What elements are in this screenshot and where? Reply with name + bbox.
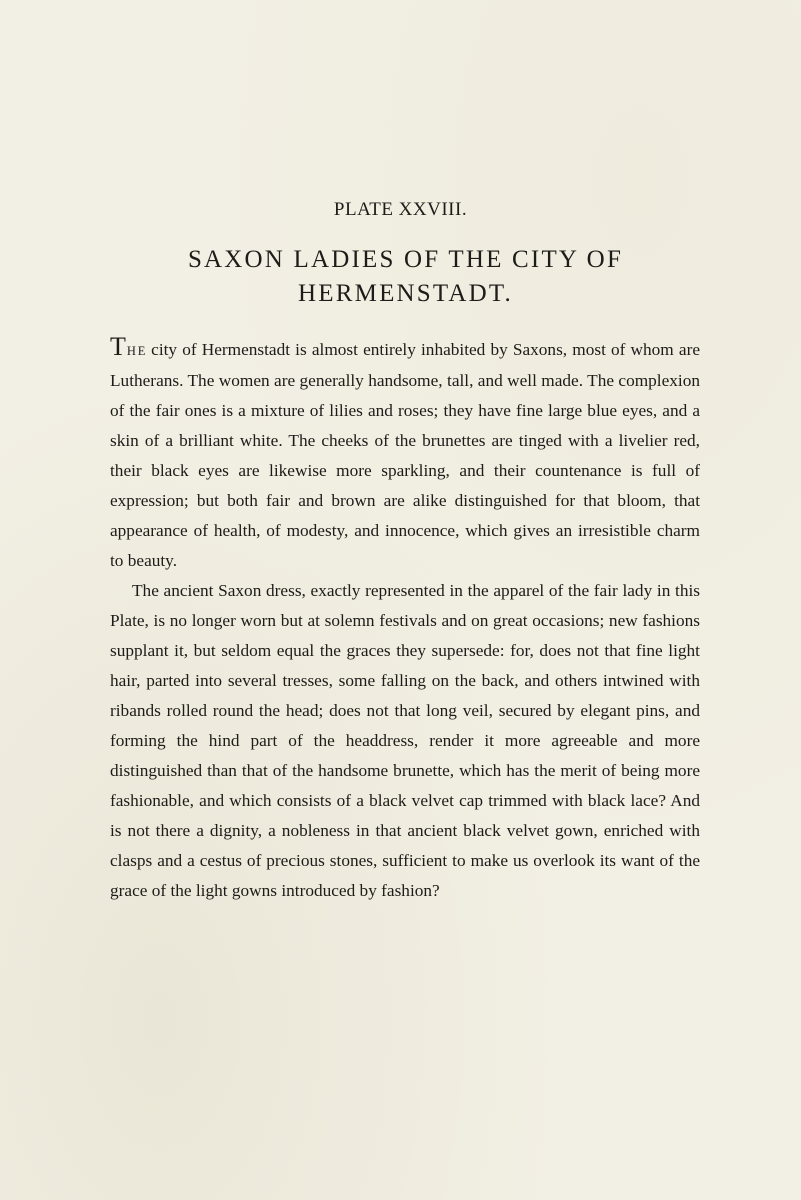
page-title: SAXON LADIES OF THE CITY OF HERMENSTADT. [187,246,624,307]
small-caps-word: HE [126,344,148,358]
drop-cap: T [110,332,127,361]
paragraph-1 [110,332,700,576]
paragraph-1-text: city of Hermenstadt is almost entirely inhabited by Saxons, most of whom are Lutherans. The women are generally handsome, tall, and well made. The complexion of the fair ones is a mixture of lilies and roses; they have fine large blue eyes, and a skin of a brilliant white. The cheeks of the brunettes are tinged with a livelier red, their black eyes are likewise more sparkling, and their countenance is full of expression; but both fair and brown are alike distinguished for that bloom, that appearance of health, of modesty, and innocence, which gives an irresistible charm to beauty. [110,340,700,570]
paragraph-2: The ancient Saxon dress, exactly represented in the apparel of the fair lady in this Plate, is no longer worn but at solemn festivals and on great occasions; new fashions supplant it, but seldom equal the graces they supersede: for, does not that fine light hair, parted into several tresses, some falling on the back, and others intwined with ribands rolled round the head; does not that long veil, secured by elegant pins, and forming the hind part of the headdress, render it more agreeable and more distinguished than that of the handsome brunette, which has the merit of being more fashionable, and which consists of a black velvet cap trimmed with black lace? And is not there a dignity, a nobleness in that ancient black velvet gown, enriched with clasps and a cestus of precious stones, sufficient to make us overlook its want of the grace of the light gowns introduced by fashion? [110,581,700,900]
plate-label: PLATE XXVIII. [333,199,468,220]
body-text [110,332,700,906]
